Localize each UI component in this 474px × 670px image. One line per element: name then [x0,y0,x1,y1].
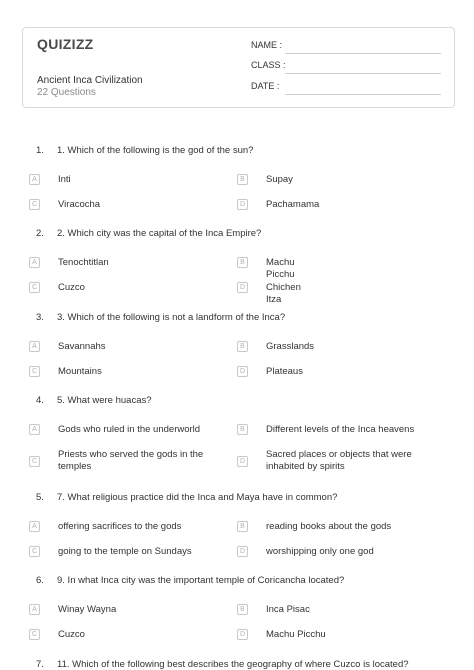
question-number: 2. [36,228,44,239]
option-text: Tenochtitlan [58,257,109,268]
option-letter: D [237,282,248,293]
question-number: 1. [36,145,44,156]
option-letter: B [237,257,248,268]
question-number: 4. [36,395,44,406]
question-count: 22 Questions [37,87,96,98]
question-text: 1. Which of the following is the god of the sun? [57,145,254,156]
name-label: NAME : [251,40,283,50]
option-text: Winay Wayna [58,604,117,615]
option-letter: C [29,199,40,210]
option-text: Priests who served the gods in the temples [58,449,204,472]
option-letter: D [237,456,248,467]
option-letter: C [29,282,40,293]
question-text: 3. Which of the following is not a landform of the Inca? [57,312,286,323]
date-line [285,94,441,95]
question-number: 5. [36,492,44,503]
option-text: Cuzco [58,629,85,640]
option-letter: B [237,521,248,532]
question-number: 7. [36,659,44,670]
option-letter: D [237,629,248,640]
option-text: Inca Pisac [266,604,310,615]
question-number: 3. [36,312,44,323]
option-letter: D [237,199,248,210]
worksheet-title: Ancient Inca Civilization [37,75,143,86]
class-line [285,73,441,74]
option-text: reading books about the gods [266,521,392,532]
question-text: 2. Which city was the capital of the Inca Empire? [57,228,262,239]
option-text: Machu Picchu [266,257,295,280]
name-field[interactable] [251,40,441,54]
option-text: Supay [266,174,293,185]
option-letter: B [237,174,248,185]
option-letter: A [29,424,40,435]
option-text: offering sacrifices to the gods [58,521,182,532]
option-letter: A [29,174,40,185]
option-text: Viracocha [58,199,101,210]
option-text: Sacred places or objects that were inhabited by spirits [266,449,412,472]
class-label: CLASS : [251,60,286,70]
option-text: Grasslands [266,341,315,352]
question-text: 9. In what Inca city was the important temple of Coricancha located? [57,575,345,586]
option-text: going to the temple on Sundays [58,546,192,557]
date-field[interactable] [251,81,441,95]
quizizz-logo: QUIZIZZ [37,36,94,52]
worksheet-header [22,27,455,108]
option-letter: D [237,546,248,557]
option-letter: A [29,521,40,532]
option-letter: B [237,341,248,352]
option-letter: C [29,629,40,640]
option-letter: C [29,366,40,377]
option-letter: B [237,604,248,615]
class-field[interactable] [251,60,441,74]
option-text: Inti [58,174,71,185]
option-text: Mountains [58,366,102,377]
name-line [285,53,441,54]
option-text: Plateaus [266,366,303,377]
option-letter: A [29,341,40,352]
option-letter: B [237,424,248,435]
option-letter: D [237,366,248,377]
option-text: Cuzco [58,282,85,293]
date-label: DATE : [251,81,280,91]
option-letter: A [29,257,40,268]
question-text: 7. What religious practice did the Inca and Maya have in common? [57,492,338,503]
option-text: Chichen Itza [266,282,301,305]
option-text: worshipping only one god [266,546,374,557]
option-text: Gods who ruled in the underworld [58,424,201,435]
option-text: Different levels of the Inca heavens [266,424,415,435]
option-text: Pachamama [266,199,320,210]
option-letter: C [29,456,40,467]
option-letter: A [29,604,40,615]
question-text: 11. Which of the following best describes the geography of where Cuzco is located? [57,659,409,670]
option-text: Savannahs [58,341,106,352]
question-number: 6. [36,575,44,586]
option-text: Machu Picchu [266,629,326,640]
question-text: 5. What were huacas? [57,395,152,406]
option-letter: C [29,546,40,557]
